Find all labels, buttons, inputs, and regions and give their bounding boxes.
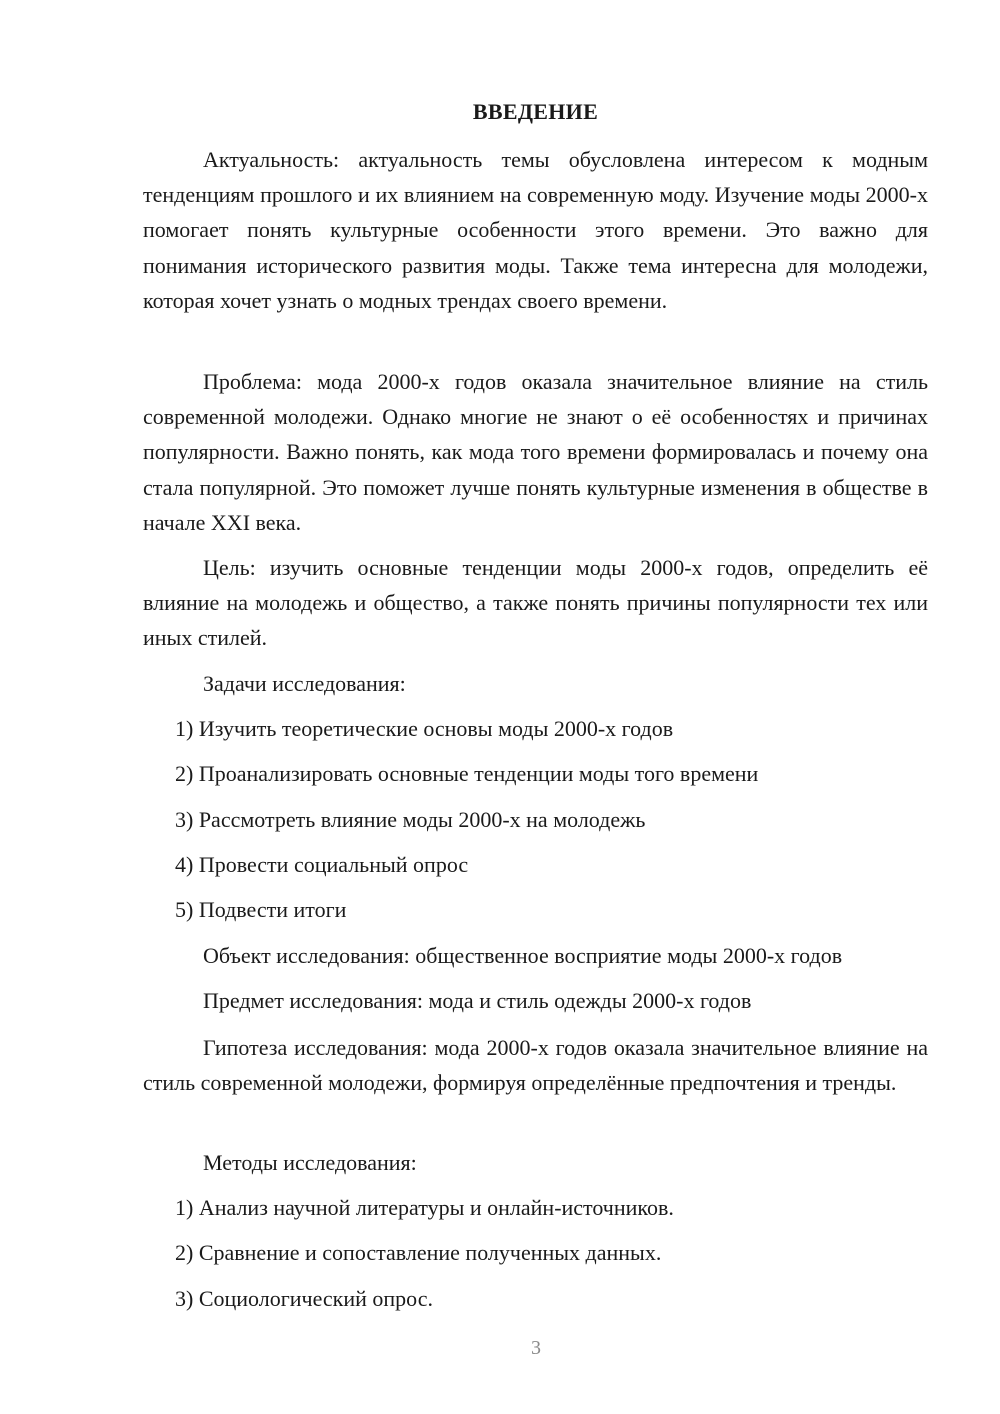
methods-heading: Методы исследования:: [203, 1150, 417, 1175]
hypothesis-paragraph: Гипотеза исследования: мода 2000-х годов оказала значительное влияние на стиль современной молодежи, формируя определённые предпочтения и тренды.: [143, 1035, 928, 1096]
research-subject: Предмет исследования: мода и стиль одежды 2000-х годов: [203, 988, 752, 1013]
task-item: 1) Изучить теоретические основы моды 2000-х годов: [175, 716, 674, 741]
page-number: 3: [531, 1337, 541, 1359]
method-item: 3) Социологический опрос.: [175, 1286, 433, 1311]
task-item: 5) Подвести итоги: [175, 897, 347, 922]
research-object: Объект исследования: общественное восприятие моды 2000-х годов: [203, 943, 843, 968]
method-item: 2) Сравнение и сопоставление полученных данных.: [175, 1240, 662, 1265]
task-item: 4) Провести социальный опрос: [175, 852, 469, 877]
task-item: 2) Проанализировать основные тенденции моды того времени: [175, 761, 759, 786]
method-item: 1) Анализ научной литературы и онлайн-источников.: [175, 1195, 674, 1220]
page-title: ВВЕДЕНИЕ: [472, 99, 599, 124]
goal-paragraph: Цель: изучить основные тенденции моды 2000-х годов, определить её влияние на молодежь и общество, а также понять причины популярности тех или иных стилей.: [143, 555, 928, 651]
task-item: 3) Рассмотреть влияние моды 2000-х на молодежь: [175, 807, 646, 832]
relevance-paragraph: Актуальность: актуальность темы обусловлена интересом к модным тенденциям прошлого и их влиянием на современную моду. Изучение моды 2000-х помогает понять культурные особенности этого времени. Это важно для понимания исторического развития моды. Также тема интересна для молодежи, которая хочет узнать о модных трендах своего времени.: [143, 147, 928, 313]
tasks-heading: Задачи исследования:: [203, 671, 406, 696]
problem-paragraph: Проблема: мода 2000-х годов оказала значительное влияние на стиль современной молодежи. Однако многие не знают о её особенностях и причинах популярности. Важно понять, как мода того времени формировалась и почему она стала популярной. Это поможет лучше понять культурные изменения в обществе в начале XXI века.: [143, 369, 928, 535]
